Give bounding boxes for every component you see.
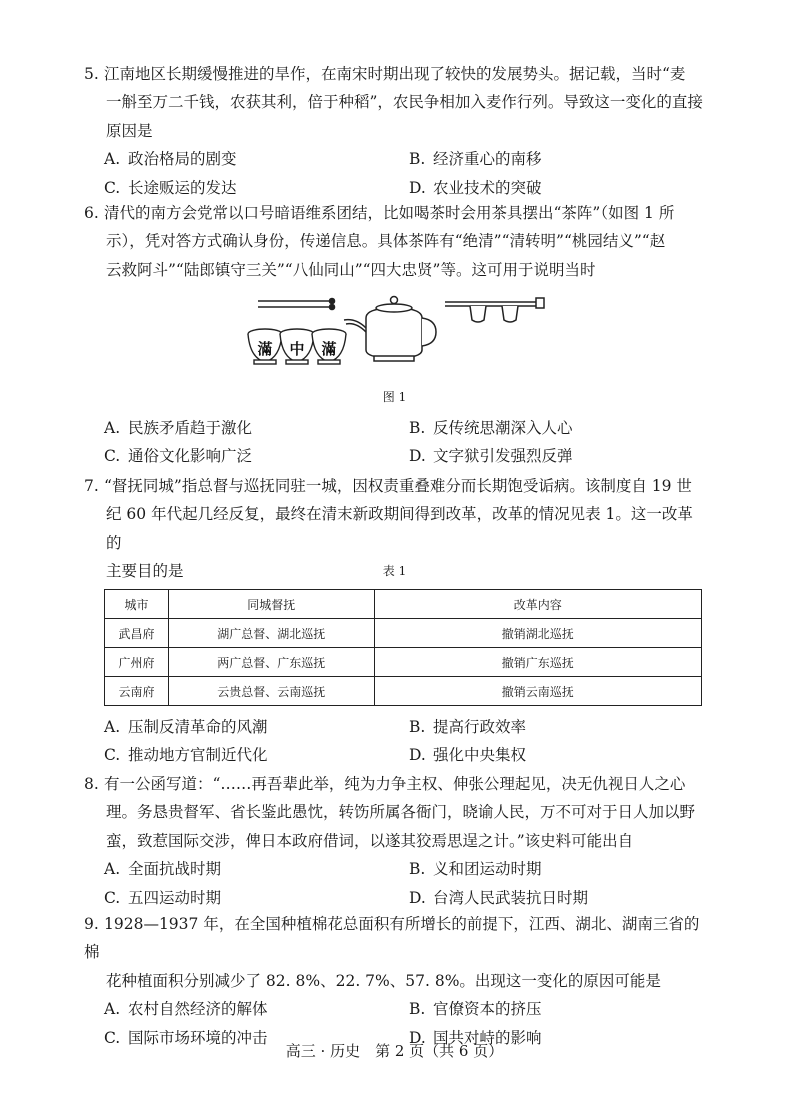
cup-label: 中 bbox=[289, 340, 305, 358]
question-number: 6. bbox=[84, 204, 99, 222]
option-b[interactable]: B. 反传统思潮深入人心 bbox=[409, 419, 573, 437]
question-text: 花种植面积分别减少了 82. 8%、22. 7%、57. 8%。出现这一变化的原因可能是 bbox=[106, 971, 661, 990]
question-text: 一斛至万二千钱，农获其利，倍于种稻”，农民争相加入麦作行列。导致这一变化的直接 bbox=[106, 93, 703, 112]
option-b[interactable]: B. 官僚资本的挤压 bbox=[409, 1000, 542, 1019]
table-cell: 云贵总督、云南巡抚 bbox=[168, 677, 374, 706]
table-row bbox=[105, 648, 702, 677]
table-header: 同城督抚 bbox=[168, 590, 374, 619]
question-text: 云救阿斗”“陆郎镇守三关”“八仙同山”“四大忠贤”等。这可用于说明当时 bbox=[106, 260, 596, 279]
options bbox=[84, 414, 704, 471]
option-c[interactable]: C. 国际市场环境的冲击 bbox=[104, 1028, 268, 1047]
option-c[interactable]: C. 通俗文化影响广泛 bbox=[104, 447, 253, 466]
question-7-options bbox=[84, 713, 704, 770]
option-c[interactable]: C. 推动地方官制近代化 bbox=[104, 746, 268, 765]
table-header: 城市 bbox=[105, 590, 169, 619]
figure-caption: 图 1 bbox=[382, 390, 407, 404]
question-text: 蛮，致惹国际交涉，俾日本政府借词，以遂其狡焉思逞之计。”该史料可能出自 bbox=[106, 831, 634, 850]
question-6-options bbox=[84, 414, 704, 471]
option-d[interactable]: D. 台湾人民武装抗日时期 bbox=[409, 888, 589, 907]
table-cell: 撤销湖北巡抚 bbox=[374, 619, 701, 648]
option-b[interactable]: B. 提高行政效率 bbox=[409, 718, 527, 736]
question-number: 9. bbox=[84, 915, 99, 933]
question-text: 主要目的是 bbox=[106, 562, 184, 581]
question-text: 示），凭对答方式确认身份，传递信息。具体茶阵有“绝清”“清转明”“桃园结义”“赵 bbox=[106, 232, 666, 251]
question-5 bbox=[84, 60, 704, 202]
question-text: 纪 60 年代起几经反复，最终在清末新政期间得到改革，改革的情况见表 1。这一改革的 bbox=[106, 505, 693, 552]
table-header: 改革内容 bbox=[374, 590, 701, 619]
table-cell: 撤销云南巡抚 bbox=[374, 677, 701, 706]
question-text: “督抚同城”指总督与巡抚同驻一城，因权责重叠难分而长期饱受诟病。该制度自 19 世 bbox=[104, 477, 692, 495]
table-cell: 两广总督、广东巡抚 bbox=[168, 648, 374, 677]
table-cell: 武昌府 bbox=[105, 619, 169, 648]
option-d[interactable]: D. 强化中央集权 bbox=[409, 746, 527, 765]
options bbox=[84, 713, 704, 770]
options bbox=[84, 855, 704, 912]
option-a[interactable]: A. 压制反清革命的风潮 bbox=[104, 718, 268, 736]
question-text: 原因是 bbox=[106, 121, 153, 140]
table-cell: 撤销广东巡抚 bbox=[374, 648, 701, 677]
cup-label: 滿 bbox=[257, 340, 273, 358]
option-d[interactable]: D. 文字狱引发强烈反弹 bbox=[409, 447, 573, 466]
reform-table bbox=[104, 589, 702, 706]
question-9 bbox=[84, 910, 704, 1052]
option-a[interactable]: A. 农村自然经济的解体 bbox=[104, 1000, 268, 1019]
table-row bbox=[105, 677, 702, 706]
option-a[interactable]: A. 全面抗战时期 bbox=[104, 860, 222, 879]
option-c[interactable]: C. 五四运动时期 bbox=[104, 888, 222, 907]
question-number: 7. bbox=[84, 477, 99, 495]
question-number: 5. bbox=[84, 65, 99, 83]
question-6 bbox=[84, 199, 704, 284]
question-text: 江南地区长期缓慢推进的旱作，在南宋时期出现了较快的发展势头。据记载，当时“麦 bbox=[104, 65, 686, 83]
option-b[interactable]: B. 经济重心的南移 bbox=[409, 150, 542, 169]
option-d[interactable]: D. 国共对峙的影响 bbox=[409, 1028, 542, 1047]
option-a[interactable]: A. 政治格局的剧变 bbox=[104, 150, 237, 169]
table-row bbox=[105, 619, 702, 648]
option-a[interactable]: A. 民族矛盾趋于激化 bbox=[104, 419, 253, 437]
question-text: 1928—1937 年，在全国种植棉花总面积有所增长的前提下，江西、湖北、湖南三省的棉 bbox=[84, 915, 700, 962]
cup-label: 滿 bbox=[321, 340, 337, 358]
option-b[interactable]: B. 义和团运动时期 bbox=[409, 860, 542, 879]
tea-array-figure bbox=[240, 294, 550, 370]
question-number: 8. bbox=[84, 775, 99, 793]
question-text: 理。务恳贵督军、省长鉴此愚忱，转饬所属各衙门，晓谕人民，万不可对于日人加以野 bbox=[106, 803, 696, 822]
page-footer: 高三 · 历史 第 2 页（共 6 页） bbox=[285, 1042, 504, 1060]
tea-ladle bbox=[445, 298, 544, 322]
teapot bbox=[344, 297, 436, 362]
option-d[interactable]: D. 农业技术的突破 bbox=[409, 178, 542, 197]
table-cell: 广州府 bbox=[105, 648, 169, 677]
chopsticks-left bbox=[258, 299, 335, 310]
question-text: 清代的南方会党常以口号暗语维系团结，比如喝茶时会用茶具摆出“茶阵”（如图 1 所 bbox=[104, 204, 675, 222]
question-text: 有一公函写道：“……再吾辈此举，纯为力争主权、伸张公理起见，决无仇视日人之心 bbox=[104, 775, 686, 793]
table-header-row bbox=[105, 590, 702, 619]
table-cell: 湖广总督、湖北巡抚 bbox=[168, 619, 374, 648]
table-caption: 表 1 bbox=[382, 564, 407, 578]
table-cell: 云南府 bbox=[105, 677, 169, 706]
question-8 bbox=[84, 770, 704, 912]
options bbox=[84, 145, 704, 202]
option-c[interactable]: C. 长途贩运的发达 bbox=[104, 178, 237, 197]
